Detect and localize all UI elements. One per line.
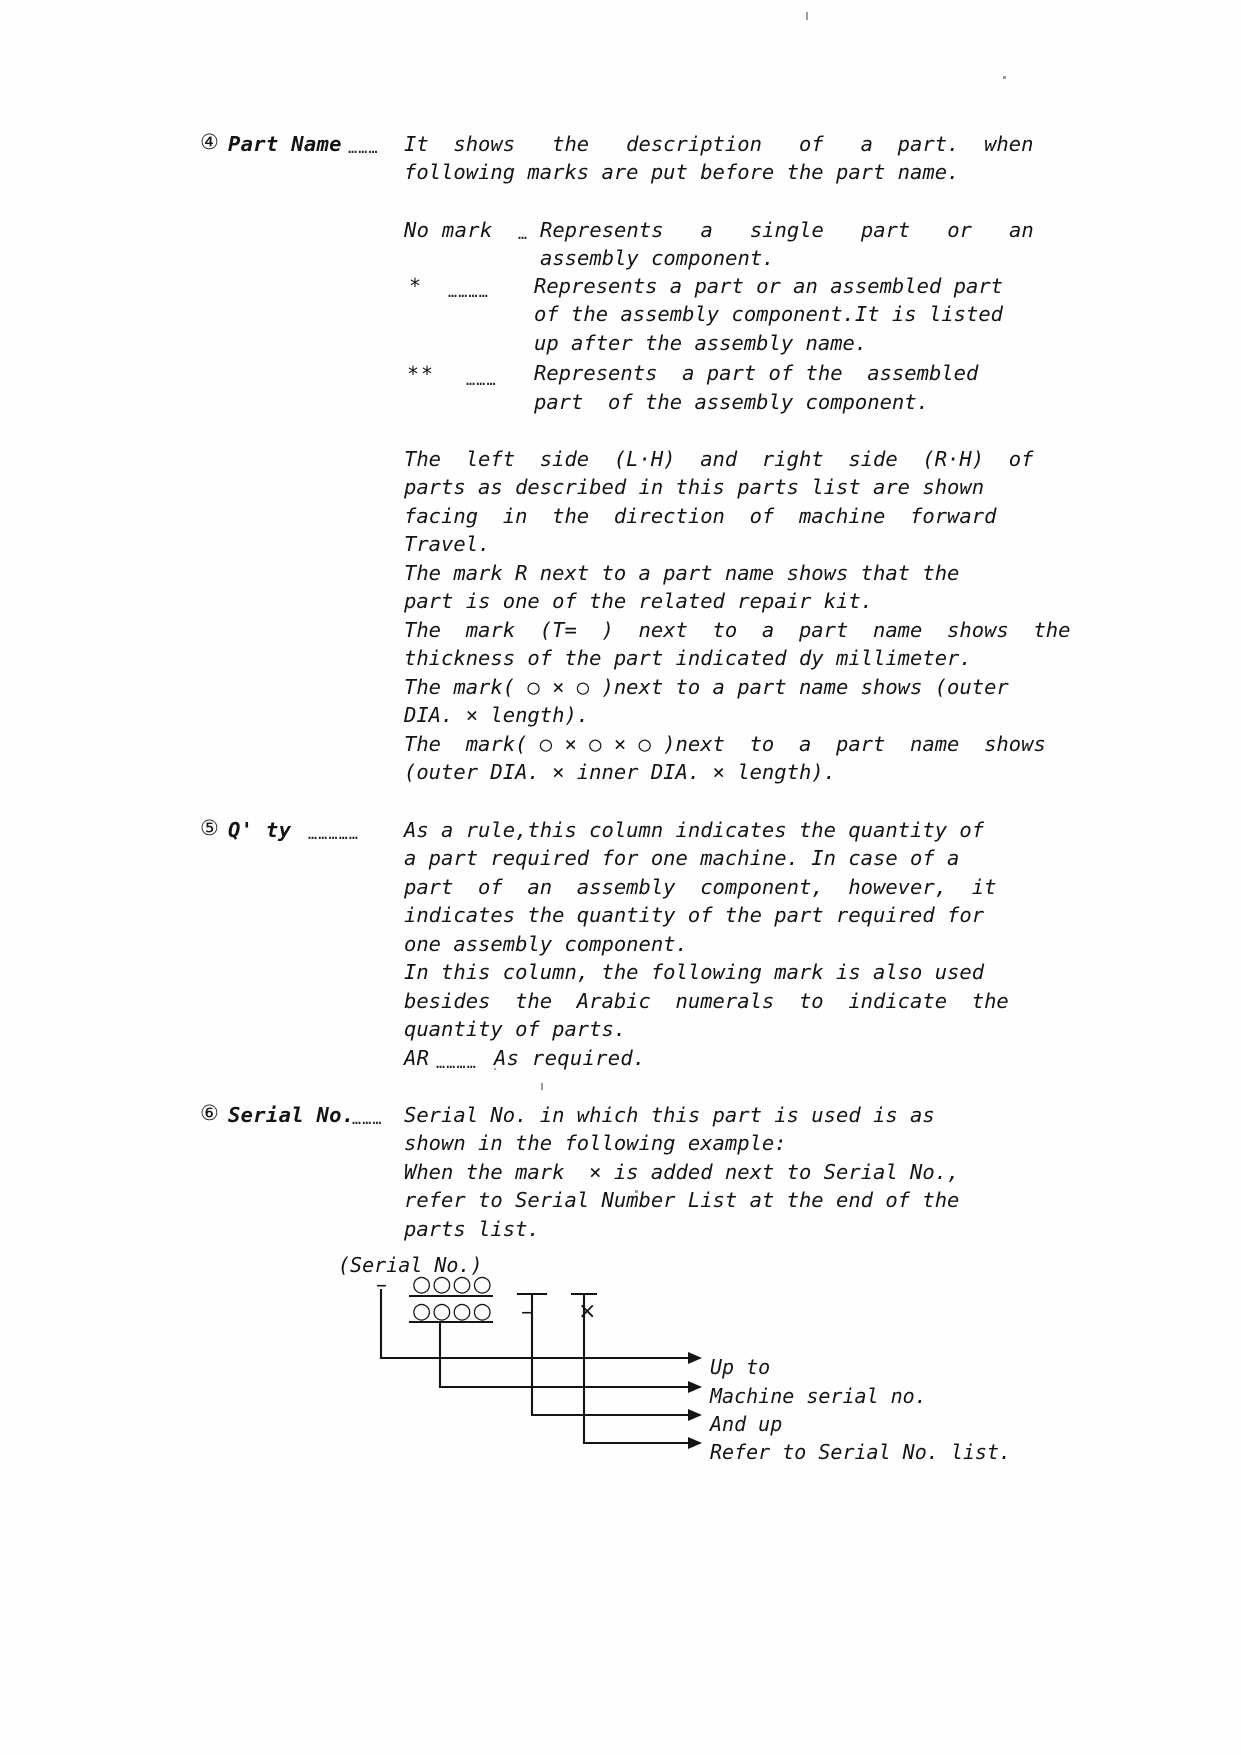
paragraph-line: [404, 1215, 540, 1244]
section-number-6: ⑥: [200, 1101, 219, 1125]
mark-symbol-single-asterisk: *: [410, 274, 421, 298]
mark-leader-dots: …: [518, 225, 529, 243]
line-text: refer to Serial Number List at the end of the: [404, 1188, 960, 1212]
paragraph-line: [404, 1101, 935, 1130]
paragraph-line: [404, 930, 688, 959]
line-text: parts list.: [404, 1217, 540, 1241]
abbreviation-symbol-ar: AR: [404, 1046, 430, 1070]
paragraph-line: [404, 445, 1033, 474]
line-text: The mark( ○ × ○ × ○ )next to a part name shows: [404, 732, 1046, 756]
mark-line: [540, 244, 775, 273]
section-number-5: ⑤: [200, 816, 219, 840]
abbreviation-leader-dots: …………: [436, 1054, 477, 1072]
line-text: following marks are put before the part name.: [404, 160, 960, 184]
scan-speck: [541, 1083, 543, 1090]
line-text: Travel.: [404, 532, 491, 556]
scan-speck: [1003, 76, 1006, 79]
paragraph-line: [404, 473, 984, 502]
line-text: The mark (T= ) next to a part name shows the: [404, 618, 1071, 642]
section-leader-dots-5: ……………: [308, 825, 360, 843]
mark-line: [534, 272, 1003, 301]
diagram-callout-machine-serial-no: Machine serial no.: [710, 1384, 927, 1408]
paragraph-line: [404, 844, 959, 873]
line-text: It shows the description of a part. when: [404, 132, 1034, 156]
line-text: In this column, the following mark is also used: [404, 960, 985, 984]
paragraph-line: [404, 816, 984, 845]
line-text: The mark( ○ × ○ )next to a part name shows (outer: [404, 675, 1009, 699]
paragraph-line: [404, 701, 589, 730]
diagram-digits-top: ○○○○: [412, 1272, 493, 1297]
paragraph-line: [404, 901, 984, 930]
paragraph-line: [404, 1015, 626, 1044]
section-title-qty: Q' ty: [228, 818, 292, 842]
mark-line: [534, 329, 867, 358]
section-title-part-name: Part Name: [228, 132, 342, 156]
line-text: indicates the quantity of the part required for: [404, 903, 985, 927]
paragraph-line-circle-mark: [404, 673, 1009, 702]
mark-line: [534, 300, 1003, 329]
mark-symbol-double-asterisk: **: [408, 362, 436, 386]
paragraph-line: [404, 530, 490, 559]
mark-line: [534, 388, 929, 417]
paragraph-line: [404, 587, 873, 616]
mark-leader-dots: …………: [448, 283, 489, 301]
section-4-intro-line: [404, 130, 1034, 159]
paragraph-line-circle-mark: [404, 730, 1046, 759]
line-text: thickness of the part indicated dy millimeter.: [404, 646, 972, 670]
line-text: DIA. × length).: [404, 703, 590, 727]
diagram-callout-up-to: Up to: [710, 1355, 771, 1379]
line-text: part of an assembly component, however, it: [404, 875, 997, 899]
line-text: part is one of the related repair kit.: [404, 589, 873, 613]
diagram-dash-top: –: [376, 1273, 388, 1298]
line-text: up after the assembly name.: [534, 331, 868, 355]
paragraph-line: [404, 958, 984, 987]
line-text: The mark R next to a part name shows that the: [404, 561, 960, 585]
line-text: a part required for one machine. In case of a: [404, 846, 960, 870]
section-4-intro-line: [404, 158, 959, 187]
diagram-callout-and-up: And up: [710, 1412, 783, 1436]
mark-symbol-no-mark: No mark: [404, 218, 493, 242]
mark-leader-dots: ………: [466, 371, 497, 389]
paragraph-line: [404, 502, 996, 531]
line-text: assembly component.: [540, 246, 775, 270]
paragraph-line: [404, 644, 972, 673]
diagram-dash-bottom: –: [521, 1300, 533, 1325]
line-text: When the mark × is added next to Serial No.,: [404, 1160, 960, 1184]
line-text: Serial No. in which this part is used is as: [404, 1103, 935, 1127]
diagram-caption: (Serial No.): [338, 1253, 483, 1277]
paragraph-line: [404, 873, 996, 902]
line-text: part of the assembly component.: [534, 390, 929, 414]
section-leader-dots-4: ………: [348, 139, 379, 157]
mark-line: [534, 359, 978, 388]
section-number-4: ④: [200, 130, 219, 154]
line-text: As a rule,this column indicates the quantity of: [404, 818, 985, 842]
section-leader-dots-6: ………: [352, 1110, 383, 1128]
line-text: Represents a part or an assembled part: [534, 274, 1003, 298]
paragraph-line: [404, 987, 1009, 1016]
paragraph-line: [404, 559, 959, 588]
mark-line: [540, 216, 1034, 245]
diagram-callout-refer-to-list: Refer to Serial No. list.: [710, 1440, 1012, 1464]
abbreviation-meaning: As required.: [494, 1046, 646, 1070]
line-text: facing in the direction of machine forward: [404, 504, 997, 528]
paragraph-line: [404, 616, 1070, 645]
line-text: of the assembly component.It is listed: [534, 302, 1003, 326]
line-text: Represents a single part or an: [540, 218, 1034, 242]
paragraph-line: [404, 1186, 959, 1215]
section-title-serial-no: Serial No.: [228, 1103, 355, 1127]
paragraph-line: [404, 758, 836, 787]
line-text: besides the Arabic numerals to indicate the: [404, 989, 1009, 1013]
paragraph-line: [404, 1158, 959, 1187]
line-text: (outer DIA. × inner DIA. × length).: [404, 760, 836, 784]
line-text: shown in the following example:: [404, 1131, 787, 1155]
diagram-digits-bottom: ○○○○: [412, 1299, 493, 1324]
diagram-cross-mark: ×: [578, 1299, 598, 1324]
line-text: parts as described in this parts list are shown: [404, 475, 985, 499]
paragraph-line: [404, 1129, 787, 1158]
line-text: The left side (L·H) and right side (R·H) of: [404, 447, 1034, 471]
line-text: Represents a part of the assembled: [534, 361, 979, 385]
line-text: one assembly component.: [404, 932, 688, 956]
line-text: quantity of parts.: [404, 1017, 627, 1041]
scan-speck: [806, 12, 808, 20]
